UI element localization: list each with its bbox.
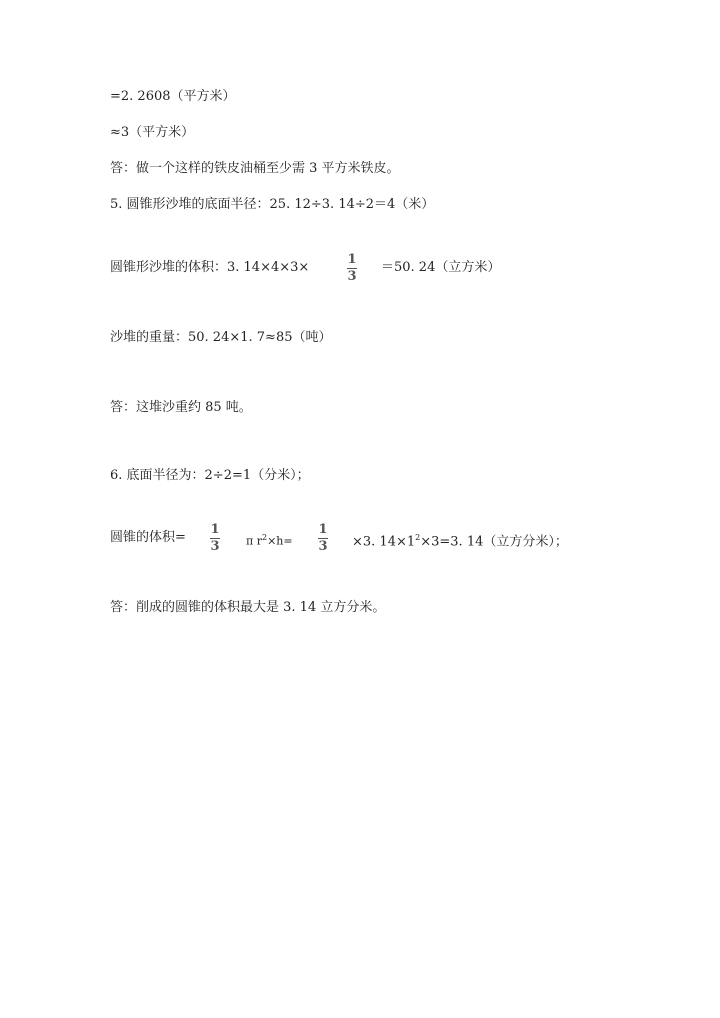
cone-volume-label: 圆锥的体积=	[110, 530, 186, 545]
problem-5-radius: 5. 圆锥形沙堆的底面半径：25. 12÷3. 14÷2＝4（米）	[110, 197, 435, 212]
fraction-numerator: 1	[210, 522, 220, 537]
volume-result: ＝50. 24（立方米）	[381, 260, 501, 275]
cone-volume-result: ×3. $14\times 1^2\times 3=3$. 14（立方分米）；	[352, 533, 568, 550]
fraction-denominator: 3	[318, 539, 328, 554]
problem-5-weight: 沙堆的重量：50. 24×1. 7≈85（吨）	[110, 330, 332, 345]
problem-6-radius: 6. 底面半径为：2÷2=1（分米）；	[110, 468, 310, 483]
fraction-numerator: 1	[318, 522, 328, 537]
volume-expression: 圆锥形沙堆的体积：3. 14×4×3×	[110, 260, 310, 275]
answer-6: 答：削成的圆锥的体积最大是 3. 14 立方分米。	[110, 600, 386, 615]
result-area: =2. 2608（平方米）	[110, 89, 236, 104]
fraction-numerator: 1	[347, 252, 357, 267]
fraction-one-third	[318, 523, 328, 554]
fraction-denominator: 3	[347, 269, 357, 284]
answer-5: 答：这堆沙重约 85 吨。	[110, 400, 252, 415]
formula-pi-r-squared-h: π $r^2\times h=$	[246, 533, 293, 548]
fraction-denominator: 3	[210, 539, 220, 554]
answer-4: 答：做一个这样的铁皮油桶至少需 3 平方米铁皮。	[110, 161, 400, 176]
fraction-one-third	[347, 253, 357, 284]
fraction-one-third	[210, 523, 220, 554]
approx-area: ≈3（平方米）	[110, 125, 195, 140]
